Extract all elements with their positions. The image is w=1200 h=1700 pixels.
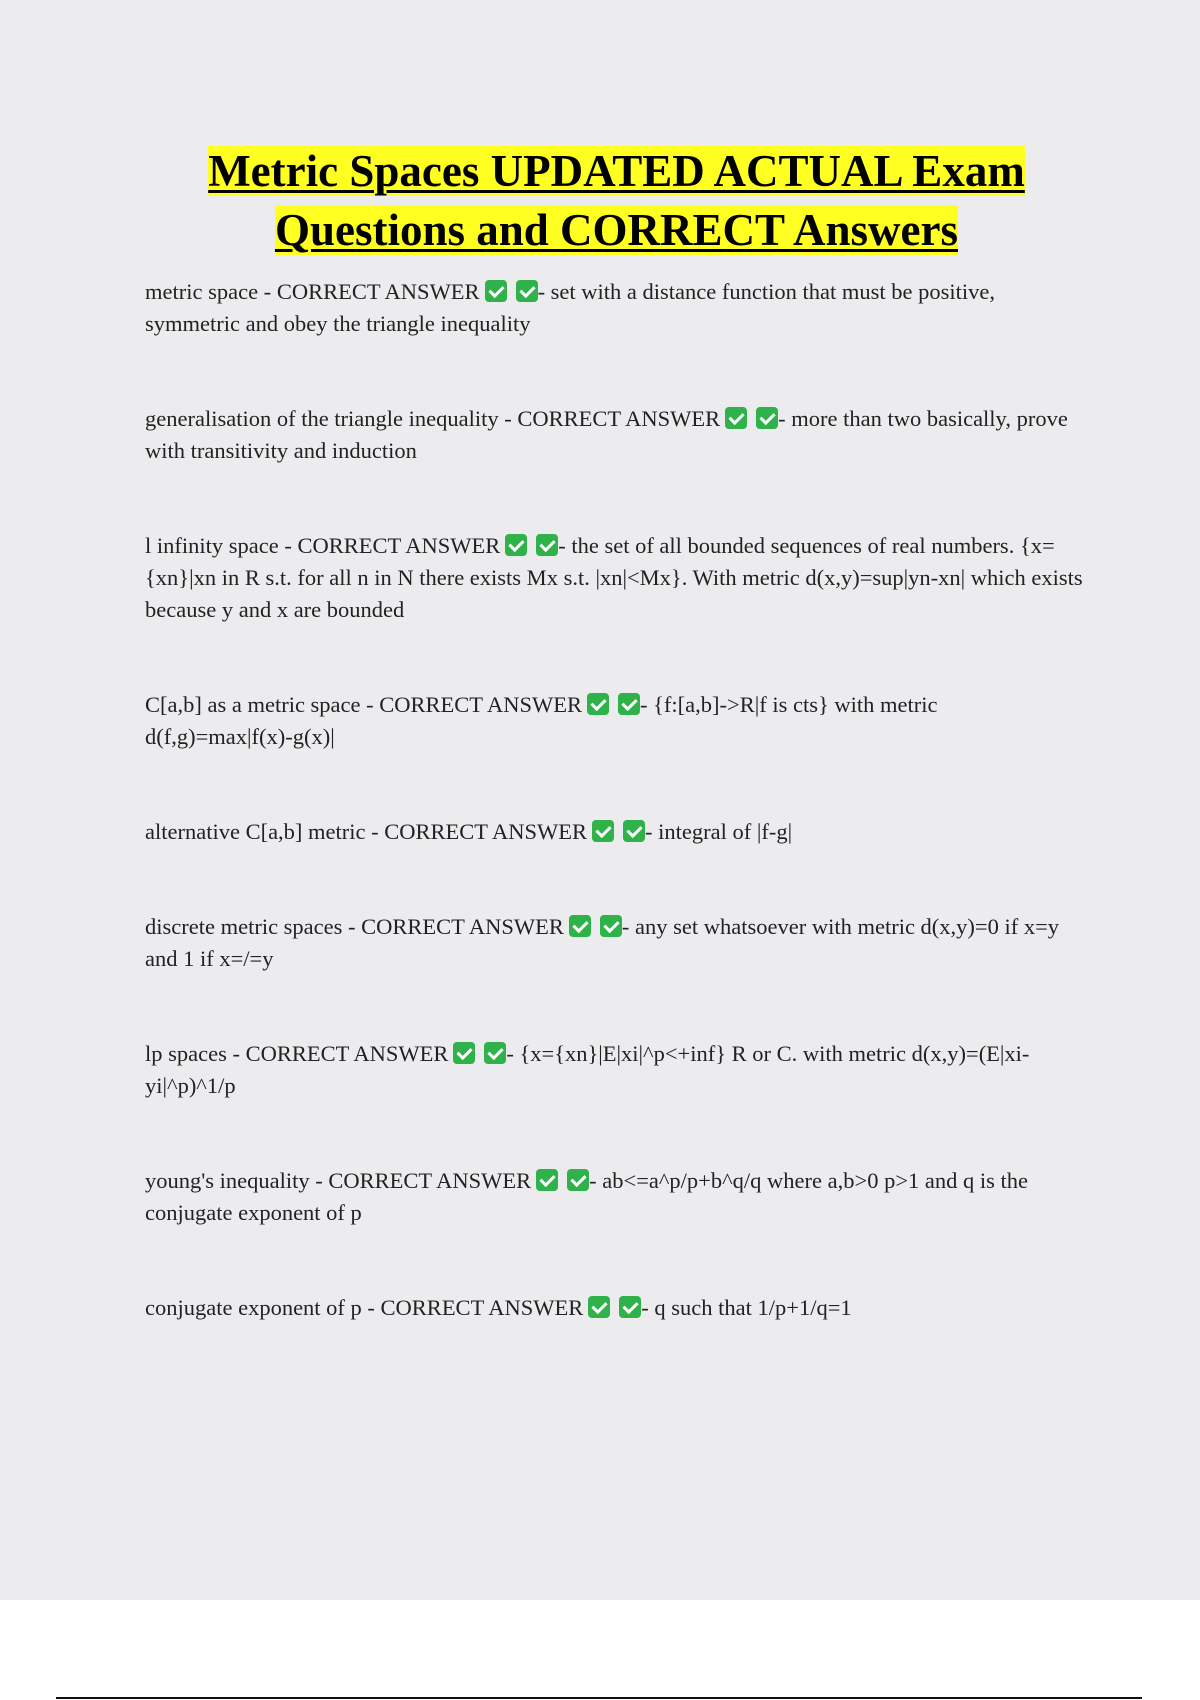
qa-entry <box>145 276 1088 340</box>
correct-answer-label: CORRECT ANSWER <box>297 533 501 558</box>
qa-answer: - the set of all bounded sequences of real numbers. {x={xn}|xn in R s.t. for all n in N there exists Mx s.t. |xn|<Mx}. With metric d(x,y)=sup|yn-xn| which exists because y and x are bounded <box>145 533 1083 622</box>
check-mark-icon <box>618 693 640 715</box>
qa-entry <box>145 1038 1088 1102</box>
qa-entry <box>145 1292 1088 1324</box>
qa-term: C[a,b] as a metric space - <box>145 692 380 717</box>
correct-answer-label: CORRECT ANSWER <box>245 1041 449 1066</box>
check-mark-icon <box>619 1296 641 1318</box>
qa-answer: - any set whatsoever with metric d(x,y)=0 if x=y and 1 if x=/=y <box>145 914 1060 971</box>
check-mark-icon <box>725 407 747 429</box>
check-mark-icon <box>536 1169 558 1191</box>
qa-answer: - {f:[a,b]->R|f is cts} with metric d(f,g)=max|f(x)-g(x)| <box>145 692 938 749</box>
correct-answer-label: CORRECT ANSWER <box>380 1295 584 1320</box>
check-mark-icon <box>623 820 645 842</box>
check-mark-icon <box>569 915 591 937</box>
correct-answer-label: CORRECT ANSWER <box>384 819 588 844</box>
qa-entry <box>145 530 1088 626</box>
check-mark-icon <box>567 1169 589 1191</box>
check-mark-icon <box>536 534 558 556</box>
qa-term: alternative C[a,b] metric - <box>145 819 385 844</box>
qa-term: conjugate exponent of p - <box>145 1295 381 1320</box>
qa-list <box>145 276 1088 1324</box>
correct-answer-label: CORRECT ANSWER <box>517 406 721 431</box>
qa-answer: - q such that 1/p+1/q=1 <box>641 1295 852 1320</box>
qa-term: generalisation of the triangle inequality - <box>145 406 518 431</box>
qa-term: metric space - <box>145 279 277 304</box>
qa-answer: - set with a distance function that must be positive, symmetric and obey the triangle inequality <box>145 279 995 336</box>
check-mark-icon <box>516 280 538 302</box>
qa-answer: - integral of |f-g| <box>645 819 793 844</box>
check-mark-icon <box>485 280 507 302</box>
qa-answer: - ab<=a^p/p+b^q/q where a,b>0 p>1 and q is the conjugate exponent of p <box>145 1168 1028 1225</box>
qa-term: l infinity space - <box>145 533 298 558</box>
check-mark-icon <box>756 407 778 429</box>
correct-answer-label: CORRECT ANSWER <box>276 279 480 304</box>
document-title <box>145 142 1088 260</box>
qa-entry <box>145 689 1088 753</box>
title-line-2: Questions and CORRECT Answers <box>274 205 959 255</box>
title-line-1: Metric Spaces UPDATED ACTUAL Exam <box>208 146 1025 196</box>
qa-answer: - more than two basically, prove with transitivity and induction <box>145 406 1068 463</box>
qa-entry <box>145 816 1088 848</box>
qa-answer: - {x={xn}|E|xi|^p<+inf} R or C. with metric d(x,y)=(E|xi-yi|^p)^1/p <box>145 1041 1030 1098</box>
page-bottom-rule <box>56 1697 1142 1699</box>
correct-answer-label: CORRECT ANSWER <box>328 1168 532 1193</box>
qa-term: lp spaces - <box>145 1041 246 1066</box>
check-mark-icon <box>484 1042 506 1064</box>
check-mark-icon <box>588 1296 610 1318</box>
qa-entry <box>145 403 1088 467</box>
qa-entry <box>145 911 1088 975</box>
qa-term: discrete metric spaces - <box>145 914 362 939</box>
qa-entry <box>145 1165 1088 1229</box>
correct-answer-label: CORRECT ANSWER <box>361 914 564 939</box>
check-mark-icon <box>505 534 527 556</box>
check-mark-icon <box>600 915 622 937</box>
correct-answer-label: CORRECT ANSWER <box>379 692 583 717</box>
qa-term: young's inequality - <box>145 1168 329 1193</box>
check-mark-icon <box>453 1042 475 1064</box>
check-mark-icon <box>587 693 609 715</box>
check-mark-icon <box>592 820 614 842</box>
